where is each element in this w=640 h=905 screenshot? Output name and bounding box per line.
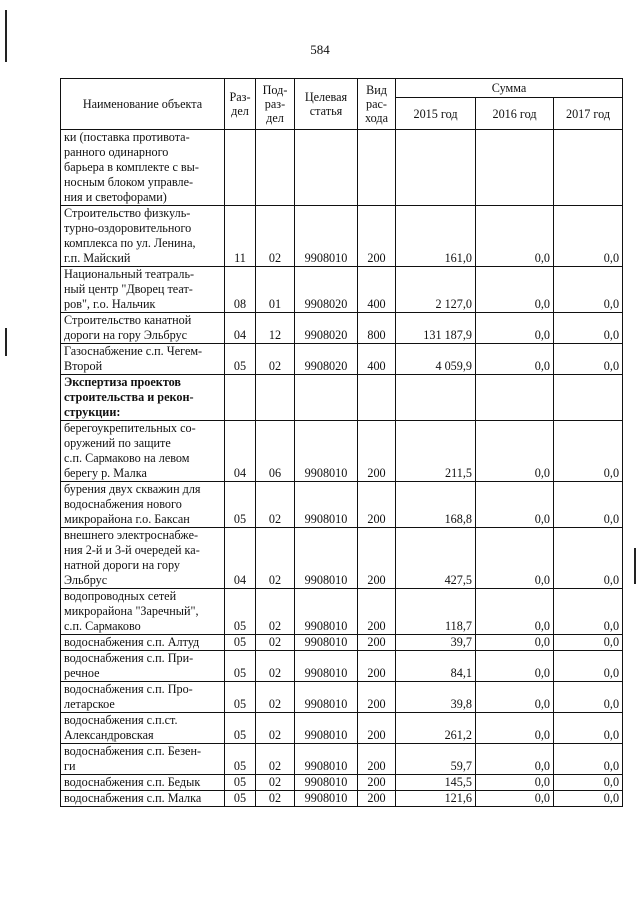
cell-name: водоснабжения с.п. При- речное [61,651,225,682]
cell-y2015: 211,5 [396,421,476,482]
cell-vid: 200 [358,589,396,635]
cell-y2016 [476,130,554,206]
cell-podrazdel: 02 [256,482,295,528]
cell-name: водоснабжения с.п. Про- летарское [61,682,225,713]
header-vid [358,79,396,130]
cell-razdel: 05 [225,651,256,682]
cell-podrazdel: 02 [256,206,295,267]
cell-vid: 200 [358,651,396,682]
cell-razdel: 04 [225,313,256,344]
cell-podrazdel: 02 [256,791,295,807]
cell-y2016: 0,0 [476,682,554,713]
table-row [61,482,623,528]
cell-y2016: 0,0 [476,589,554,635]
cell-podrazdel: 02 [256,713,295,744]
cell-podrazdel [256,130,295,206]
table-row [61,651,623,682]
cell-celevaya: 9908010 [295,482,358,528]
cell-celevaya: 9908020 [295,313,358,344]
cell-celevaya [295,130,358,206]
cell-y2015: 39,8 [396,682,476,713]
cell-name: внешнего электроснабже- ния 2-й и 3-й очередей ка- натной дороги на гору Эльбрус [61,528,225,589]
cell-vid: 200 [358,482,396,528]
cell-celevaya: 9908010 [295,775,358,791]
cell-y2016: 0,0 [476,651,554,682]
cell-y2015: 261,2 [396,713,476,744]
cell-y2015: 121,6 [396,791,476,807]
table-row [61,528,623,589]
cell-celevaya: 9908020 [295,267,358,313]
table-body [61,130,623,807]
cell-y2016: 0,0 [476,713,554,744]
cell-y2015: 131 187,9 [396,313,476,344]
cell-vid: 200 [358,528,396,589]
table-row [61,421,623,482]
header-celevaya-text: Целевая статья [304,90,348,118]
cell-y2017: 0,0 [554,589,623,635]
cell-y2015: 118,7 [396,589,476,635]
cell-y2016: 0,0 [476,421,554,482]
header-name: Наименование объекта [61,79,225,130]
cell-y2017: 0,0 [554,635,623,651]
cell-razdel: 05 [225,713,256,744]
cell-celevaya: 9908010 [295,206,358,267]
header-celevaya [295,79,358,130]
table-row [61,589,623,635]
cell-podrazdel: 01 [256,267,295,313]
cell-vid: 200 [358,713,396,744]
cell-name: водоснабжения с.п. Бедык [61,775,225,791]
cell-celevaya: 9908010 [295,713,358,744]
table-row [61,744,623,775]
cell-podrazdel: 02 [256,528,295,589]
cell-celevaya: 9908010 [295,744,358,775]
table-row [61,713,623,744]
header-2016: 2016 год [476,98,554,130]
cell-y2015: 4 059,9 [396,344,476,375]
cell-podrazdel: 02 [256,651,295,682]
cell-razdel [225,130,256,206]
cell-podrazdel: 02 [256,589,295,635]
cell-y2016: 0,0 [476,206,554,267]
table-row [61,682,623,713]
cell-podrazdel: 02 [256,344,295,375]
cell-vid: 200 [358,635,396,651]
cell-vid: 400 [358,344,396,375]
header-2015: 2015 год [396,98,476,130]
cell-y2017: 0,0 [554,421,623,482]
cell-y2016: 0,0 [476,313,554,344]
table-row [61,267,623,313]
cell-y2015: 84,1 [396,651,476,682]
cell-podrazdel: 02 [256,635,295,651]
cell-vid: 200 [358,791,396,807]
cell-vid: 200 [358,744,396,775]
cell-vid: 800 [358,313,396,344]
cell-y2016: 0,0 [476,635,554,651]
cell-podrazdel: 02 [256,744,295,775]
cell-y2015: 145,5 [396,775,476,791]
cell-y2016: 0,0 [476,791,554,807]
table-row [61,130,623,206]
cell-y2017: 0,0 [554,775,623,791]
cell-name: берегоукрепительных со- оружений по защите с.п. Сармаково на левом берегу р. Малка [61,421,225,482]
cell-razdel [225,375,256,421]
cell-name: ки (поставка противота- ранного одинарного барьера в комплекте с вы- носным блоком управле- ния и светофорами) [61,130,225,206]
header-razdel [225,79,256,130]
cell-y2015: 427,5 [396,528,476,589]
header-podrazdel-text: Под- раз- дел [262,83,288,125]
table-row [61,375,623,421]
cell-name: бурения двух скважин для водоснабжения нового микрорайона г.о. Баксан [61,482,225,528]
cell-y2016: 0,0 [476,744,554,775]
cell-y2017: 0,0 [554,744,623,775]
cell-y2015: 2 127,0 [396,267,476,313]
scan-edge-mark-right [634,548,636,584]
cell-name: Строительство физкуль- турно-оздоровительного комплекса по ул. Ленина, г.п. Майский [61,206,225,267]
cell-y2016 [476,375,554,421]
cell-razdel: 05 [225,744,256,775]
header-podrazdel [256,79,295,130]
cell-celevaya [295,375,358,421]
cell-razdel: 05 [225,344,256,375]
table-row [61,344,623,375]
budget-table [60,78,623,807]
cell-y2015: 168,8 [396,482,476,528]
cell-y2017 [554,375,623,421]
cell-name: водоснабжения с.п. Малка [61,791,225,807]
cell-vid: 200 [358,775,396,791]
cell-y2016: 0,0 [476,344,554,375]
cell-y2017: 0,0 [554,206,623,267]
cell-y2017: 0,0 [554,528,623,589]
cell-name: водоснабжения с.п.ст. Александровская [61,713,225,744]
cell-y2016: 0,0 [476,528,554,589]
cell-name: Газоснабжение с.п. Чегем- Второй [61,344,225,375]
header-vid-text: Вид рас- хода [365,83,388,125]
cell-vid [358,375,396,421]
cell-y2017: 0,0 [554,682,623,713]
cell-y2017: 0,0 [554,344,623,375]
header-razdel-text: Раз- дел [229,90,251,118]
cell-y2017 [554,130,623,206]
cell-y2017: 0,0 [554,791,623,807]
cell-podrazdel: 12 [256,313,295,344]
cell-celevaya: 9908010 [295,589,358,635]
table-row [61,775,623,791]
cell-celevaya: 9908010 [295,682,358,713]
cell-y2017: 0,0 [554,267,623,313]
cell-razdel: 08 [225,267,256,313]
cell-y2017: 0,0 [554,313,623,344]
cell-celevaya: 9908020 [295,344,358,375]
cell-razdel: 05 [225,682,256,713]
cell-name: Национальный театраль- ный центр "Дворец теат- ров", г.о. Нальчик [61,267,225,313]
cell-y2015: 161,0 [396,206,476,267]
cell-podrazdel: 02 [256,682,295,713]
cell-razdel: 04 [225,421,256,482]
cell-y2016: 0,0 [476,267,554,313]
cell-name: водопроводных сетей микрорайона "Заречный", с.п. Сармаково [61,589,225,635]
cell-razdel: 05 [225,791,256,807]
page-number: 584 [310,42,330,57]
table-row [61,313,623,344]
cell-y2017: 0,0 [554,651,623,682]
cell-razdel: 05 [225,482,256,528]
cell-celevaya: 9908010 [295,528,358,589]
cell-name: Строительство канатной дороги на гору Эльбрус [61,313,225,344]
cell-y2015: 39,7 [396,635,476,651]
cell-vid: 200 [358,682,396,713]
cell-vid [358,130,396,206]
cell-vid: 200 [358,206,396,267]
cell-y2015: 59,7 [396,744,476,775]
cell-y2015 [396,130,476,206]
cell-name: Экспертиза проектов строительства и рекон- струкции: [61,375,225,421]
cell-y2017: 0,0 [554,713,623,744]
cell-y2015 [396,375,476,421]
header-2017: 2017 год [554,98,623,130]
cell-celevaya: 9908010 [295,651,358,682]
cell-celevaya: 9908010 [295,791,358,807]
table-row [61,206,623,267]
cell-podrazdel [256,375,295,421]
cell-y2017: 0,0 [554,482,623,528]
scan-edge-mark-middle [5,328,7,356]
cell-razdel: 05 [225,589,256,635]
cell-y2016: 0,0 [476,482,554,528]
cell-razdel: 05 [225,635,256,651]
table-row [61,635,623,651]
cell-razdel: 04 [225,528,256,589]
cell-razdel: 05 [225,775,256,791]
cell-name: водоснабжения с.п. Алтуд [61,635,225,651]
cell-y2016: 0,0 [476,775,554,791]
cell-vid: 200 [358,421,396,482]
cell-celevaya: 9908010 [295,635,358,651]
cell-vid: 400 [358,267,396,313]
cell-name: водоснабжения с.п. Безен- ги [61,744,225,775]
cell-podrazdel: 02 [256,775,295,791]
header-summa: Сумма [396,79,623,98]
cell-podrazdel: 06 [256,421,295,482]
cell-celevaya: 9908010 [295,421,358,482]
cell-razdel: 11 [225,206,256,267]
table-row [61,791,623,807]
